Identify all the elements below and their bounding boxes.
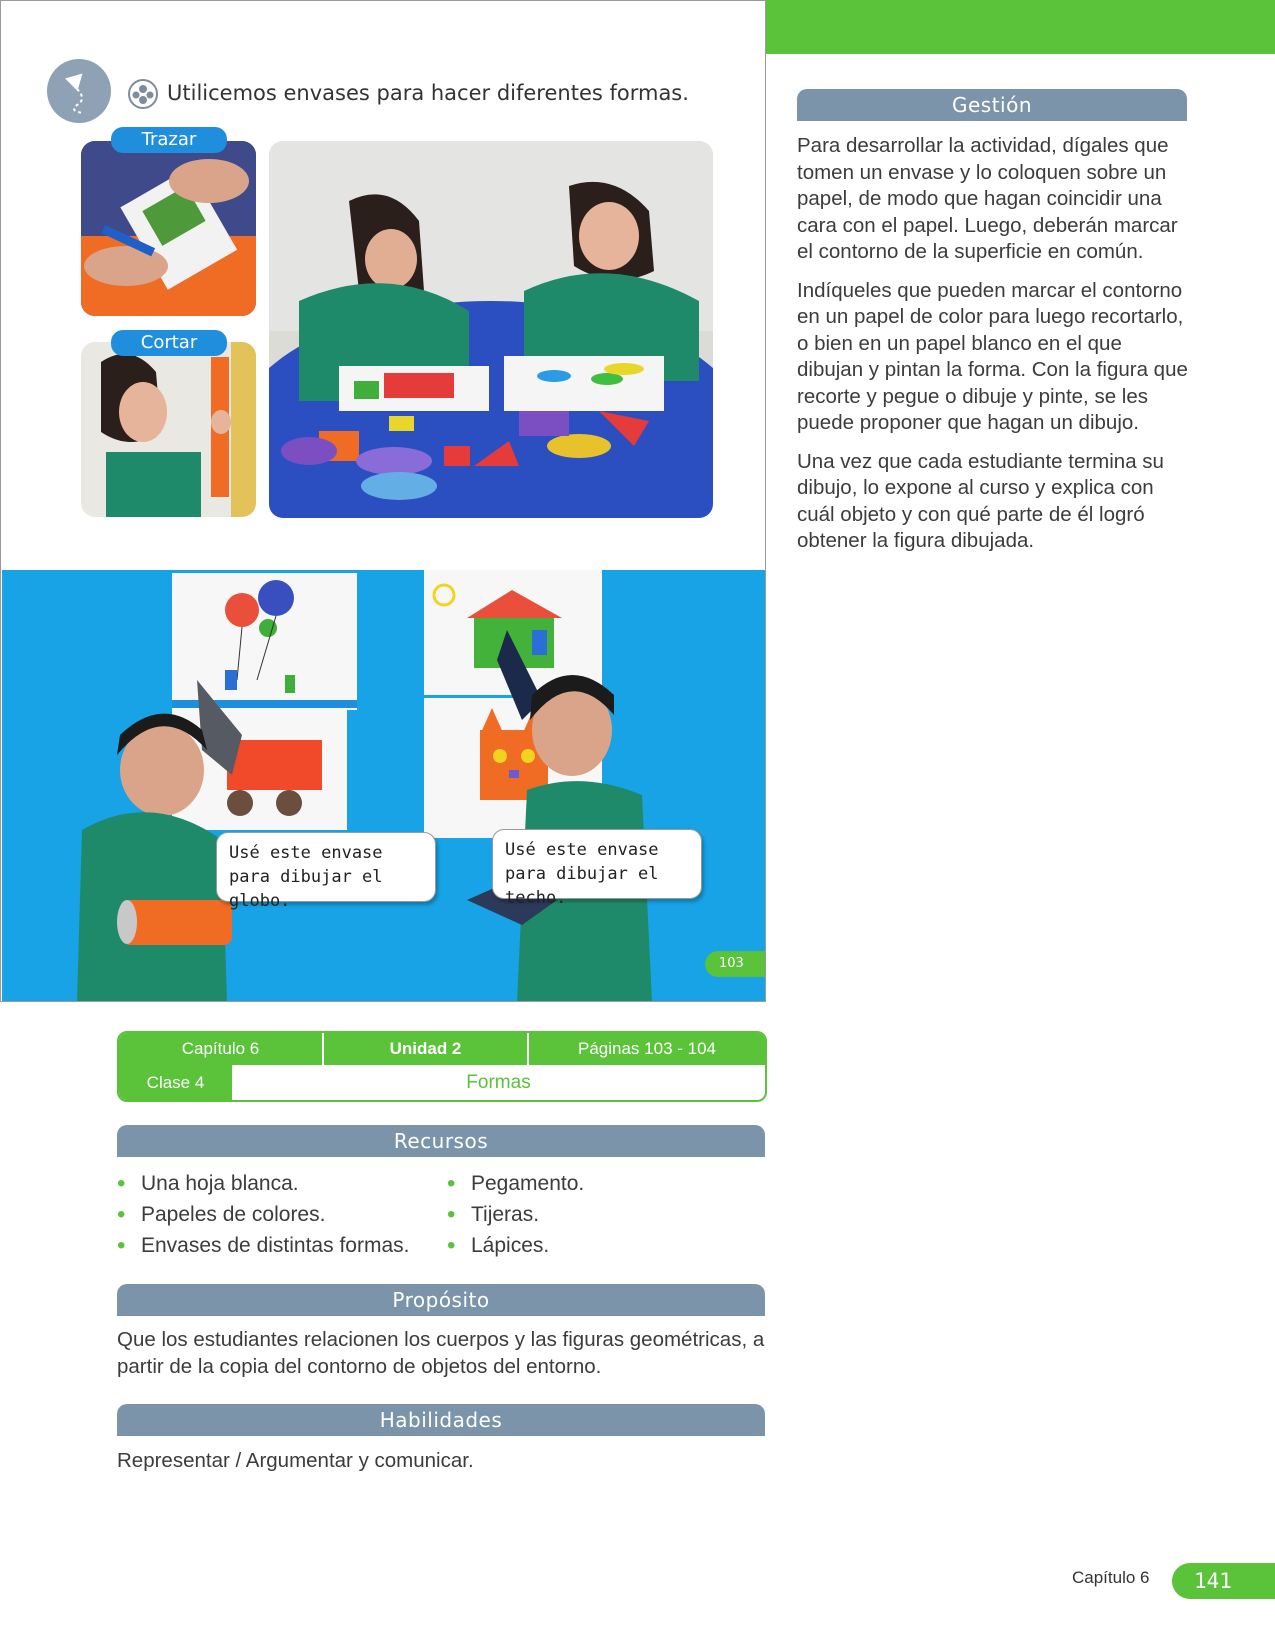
list-item: • Envases de distintas formas. <box>117 1230 437 1261</box>
topic-cell: Formas <box>466 1072 531 1093</box>
recursos-list-left <box>117 1168 437 1261</box>
habilidades-text: Representar / Argumentar y comunicar. <box>117 1449 474 1472</box>
kite-trace-icon <box>47 59 111 123</box>
book-page-number: 103 <box>705 951 765 977</box>
class-info-table <box>117 1031 767 1102</box>
list-item: • Lápices. <box>447 1230 747 1261</box>
top-accent-bar <box>766 0 1275 54</box>
group-work-icon <box>128 79 158 109</box>
class-info-header-row <box>119 1033 765 1065</box>
proposito-text: Que los estudiantes relacionen los cuerpos y las figuras geométricas, a partir de la copia del contorno de objetos del entorno. <box>117 1328 765 1378</box>
speech-bubble-techo: Usé este envase para dibujar el techo. <box>492 829 702 899</box>
class-number-cell: Clase 4 <box>119 1065 232 1101</box>
photo-girls-drawing <box>269 141 713 518</box>
recursos-list-right <box>447 1168 747 1261</box>
list-item: • Tijeras. <box>447 1199 747 1230</box>
student-book-page <box>0 0 766 1002</box>
recursos-header: Recursos <box>117 1125 765 1157</box>
chapter-cell: Capítulo 6 <box>181 1039 260 1058</box>
activity-title: Utilicemos envases para hacer diferentes formas. <box>167 81 689 105</box>
list-item: • Papeles de colores. <box>117 1199 437 1230</box>
footer-chapter: Capítulo 6 <box>1072 1568 1150 1587</box>
list-item: • Pegamento. <box>447 1168 747 1199</box>
gestion-paragraph: Para desarrollar la actividad, dígales que tomen un envase y lo coloquen sobre un papel, de modo que hagan coincidir una cara con el papel. Luego, deberán marcar el contorno de la superficie en común. <box>797 134 1178 263</box>
speech-bubble-globo: Usé este envase para dibujar el globo. <box>216 832 436 902</box>
step-label-cortar: Cortar <box>111 330 227 356</box>
gestion-body <box>797 133 1192 567</box>
footer-page-number: 141 <box>1172 1563 1275 1599</box>
posters-panel <box>2 570 766 1002</box>
gestion-paragraph: Una vez que cada estudiante termina su dibujo, lo expone al curso y explica con cuál objeto y con qué parte de él logró obtener la figura dibujada. <box>797 449 1164 552</box>
list-item: • Una hoja blanca. <box>117 1168 437 1199</box>
step-label-trazar: Trazar <box>111 127 227 153</box>
photo-trazar <box>81 141 256 316</box>
proposito-header: Propósito <box>117 1284 765 1316</box>
habilidades-header: Habilidades <box>117 1404 765 1436</box>
unit-cell: Unidad 2 <box>389 1039 462 1058</box>
photo-cortar <box>81 342 256 517</box>
gestion-header: Gestión <box>797 89 1187 121</box>
pages-cell: Páginas 103 - 104 <box>578 1039 716 1058</box>
gestion-paragraph: Indíqueles que pueden marcar el contorno en un papel de color para luego recortarlo, o bien en un papel blanco en el que dibujan y pintan la forma. Con la figura que recorte y pegue o dibuje y pinte, se les puede proponer que hagan un dibujo. <box>797 278 1188 434</box>
